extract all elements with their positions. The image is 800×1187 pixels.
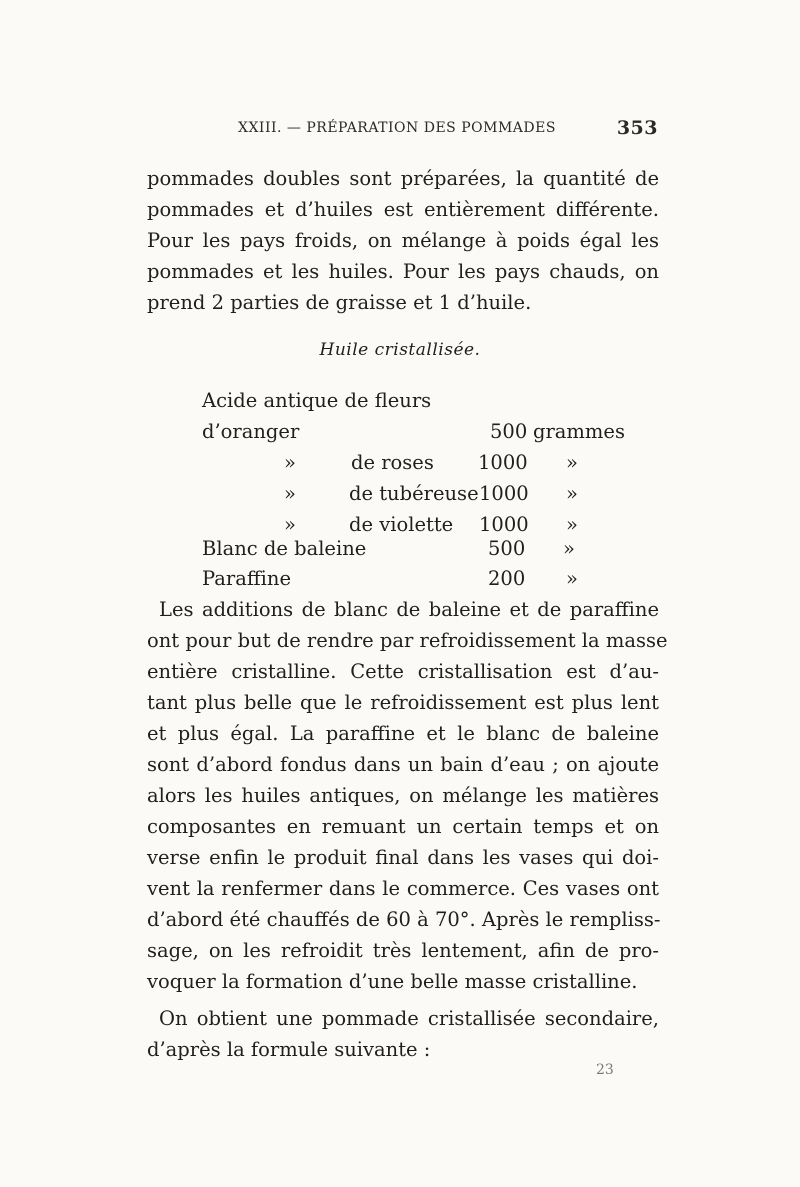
text-line: pommades doubles sont préparées, la quantité de (147, 167, 659, 190)
ingredient-unit: » (566, 513, 578, 536)
paragraph-2 (147, 594, 668, 997)
text-line: Les additions de blanc de baleine et de paraffine (159, 598, 659, 621)
text-line: Pour les pays froids, on mélange à poids égal les (147, 229, 659, 252)
text-line: composantes en remuant un certain temps et on (147, 815, 659, 838)
text-line: verse enfin le produit final dans les vases qui doi- (147, 846, 659, 869)
text-line: sont d’abord fondus dans un bain d’eau ; on ajoute (147, 753, 659, 776)
signature-mark: 23 (596, 1062, 614, 1078)
ingredient-unit: » (566, 451, 578, 474)
text-line: d’abord été chauffés de 60 à 70°. Après le rempliss- (147, 908, 661, 931)
ingredient-name: Blanc de baleine (202, 537, 367, 560)
text-line: voquer la formation d’une belle masse cristalline. (147, 970, 638, 993)
ingredient-name: Paraffine (202, 567, 292, 590)
recipe-first-line: Acide antique de fleurs (202, 389, 432, 412)
ingredient-unit: » (563, 537, 575, 560)
text-line: entière cristalline. Cette cristallisation est d’au- (147, 660, 659, 683)
ingredient-name: d’oranger (202, 420, 300, 443)
ingredient-quantity: 1000 (479, 513, 529, 536)
ingredient-quantity: 1000 (478, 451, 528, 474)
text-line: tant plus belle que le refroidissement est plus lent (147, 691, 659, 714)
text-line: sage, on les refroidit très lentement, afin de pro- (147, 939, 659, 962)
text-line: alors les huiles antiques, on mélange les matières (147, 784, 659, 807)
text-line: et plus égal. La paraffine et le blanc de baleine (147, 722, 659, 745)
text-line: d’après la formule suivante : (147, 1038, 431, 1061)
running-title: XXIII. — PRÉPARATION DES POMMADES (238, 120, 556, 136)
page-number: 353 (616, 117, 658, 139)
ingredient-name: de violette (349, 513, 454, 536)
paragraph-3 (147, 1003, 659, 1065)
text-line: vent la renfermer dans le commerce. Ces vases ont (147, 877, 659, 900)
text-line: prend 2 parties de graisse et 1 d’huile. (147, 291, 532, 314)
ditto-mark: » (284, 513, 296, 536)
ingredient-name: de roses (351, 451, 434, 474)
ingredient-quantity: 200 (488, 567, 526, 590)
text-line: pommades et les huiles. Pour les pays chauds, on (147, 260, 659, 283)
ingredient-unit: » (566, 482, 578, 505)
ingredient-unit: » (566, 567, 578, 590)
ingredient-quantity: 500 (490, 420, 528, 443)
recipe-title: Huile cristallisée. (319, 340, 481, 360)
ingredient-unit: grammes (533, 420, 625, 443)
ditto-mark: » (284, 451, 296, 474)
ditto-mark: » (284, 482, 296, 505)
paragraph-1 (147, 163, 659, 318)
ingredient-quantity: 500 (488, 537, 526, 560)
ingredient-quantity: 1000 (479, 482, 529, 505)
text-line: ont pour but de rendre par refroidissement la masse (147, 629, 668, 652)
text-line: On obtient une pommade cristallisée secondaire, (159, 1007, 659, 1030)
text-line: pommades et d’huiles est entièrement différente. (147, 198, 659, 221)
ingredient-name: de tubéreuse (349, 482, 479, 505)
